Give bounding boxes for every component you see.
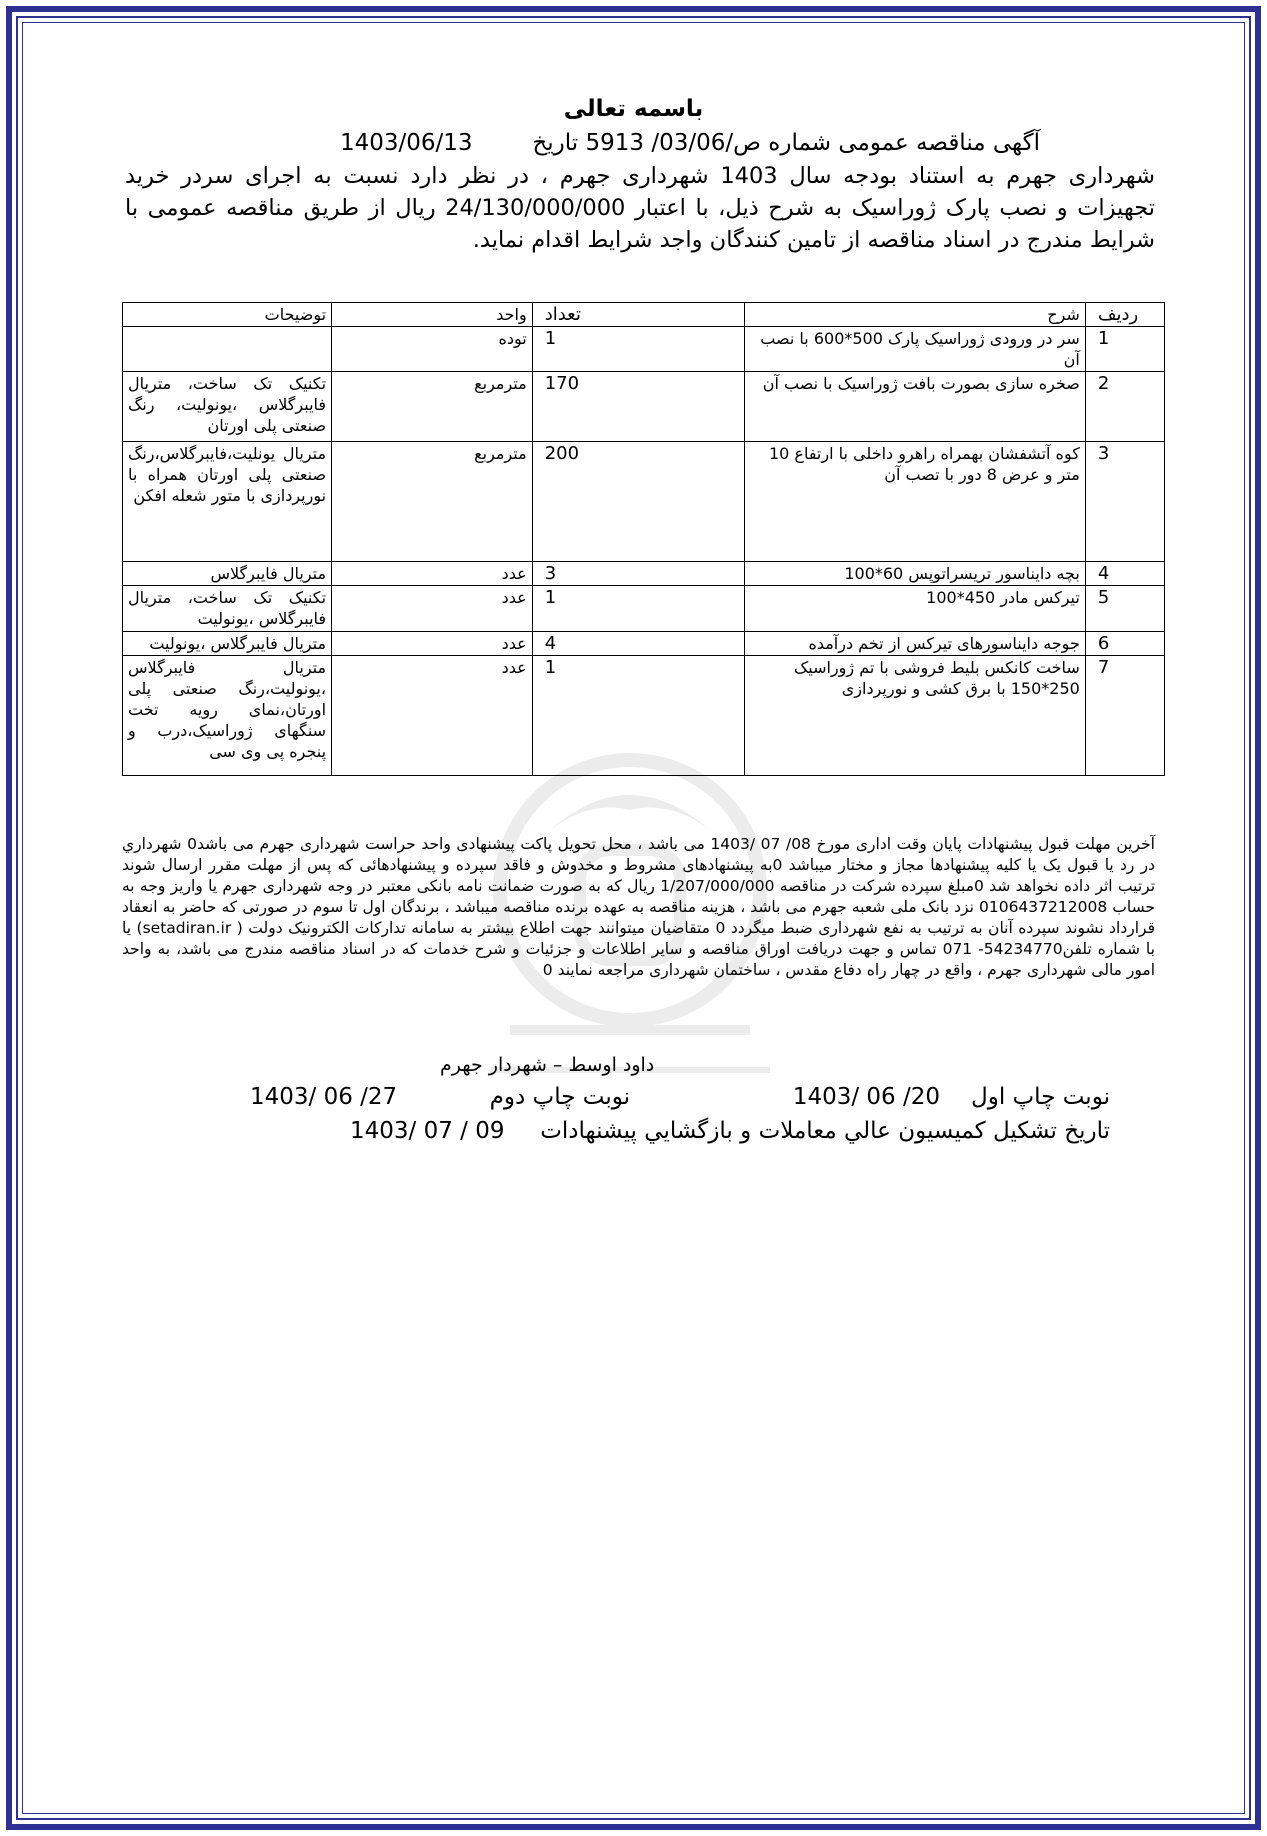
first-print-label: نوبت چاپ اول	[971, 1084, 1110, 1110]
cell-notes	[123, 327, 332, 372]
terms-paragraph: آخرین مهلت قبول پیشنهادات پایان وقت اداری مورخ 08/ 07 /1403 می باشد ، محل تحویل پاکت پیشنهادی واحد حراست شهرداری جهرم می باشد0 شهرداري در رد یا قبول یک یا کلیه پیشنهادها مجاز و مختار میباشد 0به پیشنهادهای مشروط و مخدوش و فاقد سپرده و پیشنهادهائی که پس از مهلت مقرر ارسال شوند ترتیب اثر داده نخواهد شد 0مبلغ سپرده شرکت در مناقصه 1/207/000/000 ریال که به صورت ضمانت نامه بانکی معتبر در وجه شهرداری جهرم یا واریز وجه به حساب 0106437212008 نزد بانک ملی شعبه جهرم می باشد ، هزینه مناقصه به عهده برنده مناقصه میباشد ، برندگان اول تا سوم در صورتی که حاضر به انعقاد قرارداد نشوند سپرده آنان به ترتیب به نفع شهرداری ضبط میگردد 0 متقاضیان میتوانند جهت اطلاع بیشتر به سامانه تدارکات الکترونیک دولت ( setadiran.ir) یا با شماره تلفن54234770- 071 تماس و جهت دریافت اوراق مناقصه و سایر اطلاعات و جزئیات و شرح خدمات که در اسناد مناقصه مندرج می باشد، به واحد امور مالی شهرداری جهرم ، واقع در چهار راه دفاع مقدس ، ساختمان شهرداری مراجعه نمایند 0	[122, 835, 1156, 979]
cell-unit: مترمربع	[332, 442, 533, 562]
header-quantity: تعداد	[532, 303, 744, 327]
cell-quantity: 4	[532, 632, 744, 656]
cell-notes: متریال فایبرگلاس ،یونولیت	[123, 632, 332, 656]
cell-unit: عدد	[332, 562, 533, 586]
cell-description: ساخت کانکس بلیط فروشی با تم ژوراسیک 250*150 با برق کشی و نورپردازی	[744, 656, 1085, 776]
cell-quantity: 170	[532, 372, 744, 442]
cell-unit: توده	[332, 327, 533, 372]
signatory: داود اوسط – شهردار جهرم	[440, 1054, 655, 1076]
cell-notes: تکنیک تک ساخت، متریال فایبرگلاس ،یونولیت، رنگ صنعتی پلی اورتان	[123, 372, 332, 442]
cell-row-number: 7	[1085, 656, 1164, 776]
table-row	[123, 586, 1165, 632]
cell-quantity: 1	[532, 327, 744, 372]
cell-row-number: 6	[1085, 632, 1164, 656]
cell-description: جوجه دایناسورهای تیرکس از تخم درآمده	[744, 632, 1085, 656]
cell-notes: متریال یونلیت،فایبرگلاس،رنگ صنعتی پلی اورتان همراه با نورپردازی با متور شعله افکن	[123, 442, 332, 562]
cell-row-number: 4	[1085, 562, 1164, 586]
cell-unit: عدد	[332, 632, 533, 656]
cell-quantity: 1	[532, 656, 744, 776]
cell-quantity: 200	[532, 442, 744, 562]
table-row	[123, 372, 1165, 442]
second-print-date: 1403/ 06 /27	[250, 1084, 398, 1110]
notice-number: آگهی مناقصه عمومی شماره ص/03/06/ 5913 تاریخ	[532, 130, 1040, 156]
header-description: شرح	[744, 303, 1085, 327]
document-title: باسمه تعالی	[563, 96, 704, 122]
cell-description: کوه آتشفشان بهمراه راهرو داخلی با ارتفاع 10 متر و عرض 8 دور با تصب آن	[744, 442, 1085, 562]
cell-notes: متریال فایبرگلاس ،یونولیت،رنگ صنعتی پلی اورتان،نمای رویه تخت سنگهای ژوراسیک،درب و پنجره پی وی سی	[123, 656, 332, 776]
header-unit: واحد	[332, 303, 533, 327]
cell-unit: عدد	[332, 656, 533, 776]
table-row	[123, 327, 1165, 372]
cell-notes: متریال فایبرگلاس	[123, 562, 332, 586]
commission-date: 1403/ 07 / 09	[350, 1118, 505, 1144]
cell-notes: تکنیک تک ساخت، متریال فایبرگلاس ،یونولیت	[123, 586, 332, 632]
cell-row-number: 2	[1085, 372, 1164, 442]
commission-label: تاريخ تشكيل كميسيون عالي معاملات و بازگشايي پيشنهادات	[540, 1118, 1110, 1144]
header-row-number: ردیف	[1085, 303, 1164, 327]
second-print-label: نوبت چاپ دوم	[489, 1084, 630, 1110]
cell-quantity: 1	[532, 586, 744, 632]
cell-description: صخره سازی بصورت بافت ژوراسیک با نصب آن	[744, 372, 1085, 442]
items-table	[122, 302, 1165, 776]
table-row	[123, 632, 1165, 656]
cell-quantity: 3	[532, 562, 744, 586]
table-row	[123, 562, 1165, 586]
table-row	[123, 656, 1165, 776]
cell-description: تیرکس مادر 450*100	[744, 586, 1085, 632]
cell-description: سر در ورودی ژوراسیک پارک 500*600 با نصب آن	[744, 327, 1085, 372]
notice-date: 1403/06/13	[340, 130, 473, 156]
cell-unit: عدد	[332, 586, 533, 632]
header-notes: توضیحات	[123, 303, 332, 327]
table-row	[123, 442, 1165, 562]
intro-paragraph: شهرداری جهرم به استناد بودجه سال 1403 شهرداری جهرم ، در نظر دارد نسبت به اجرای سردر خرید تجهیزات و نصب پارک ژوراسیک به شرح ذیل، با اعتبار 24/130/000/000 ریال از طریق مناقصه عمومی با شرایط مندرج در اسناد مناقصه از تامین کنندگان واجد شرایط اقدام نماید.	[125, 163, 1156, 253]
cell-unit: مترمربع	[332, 372, 533, 442]
cell-row-number: 1	[1085, 327, 1164, 372]
table-header-row	[123, 303, 1165, 327]
first-print-date: 1403/ 06 /20	[792, 1084, 940, 1110]
cell-row-number: 3	[1085, 442, 1164, 562]
cell-description: بچه دایناسور تریسراتوپس 60*100	[744, 562, 1085, 586]
cell-row-number: 5	[1085, 586, 1164, 632]
